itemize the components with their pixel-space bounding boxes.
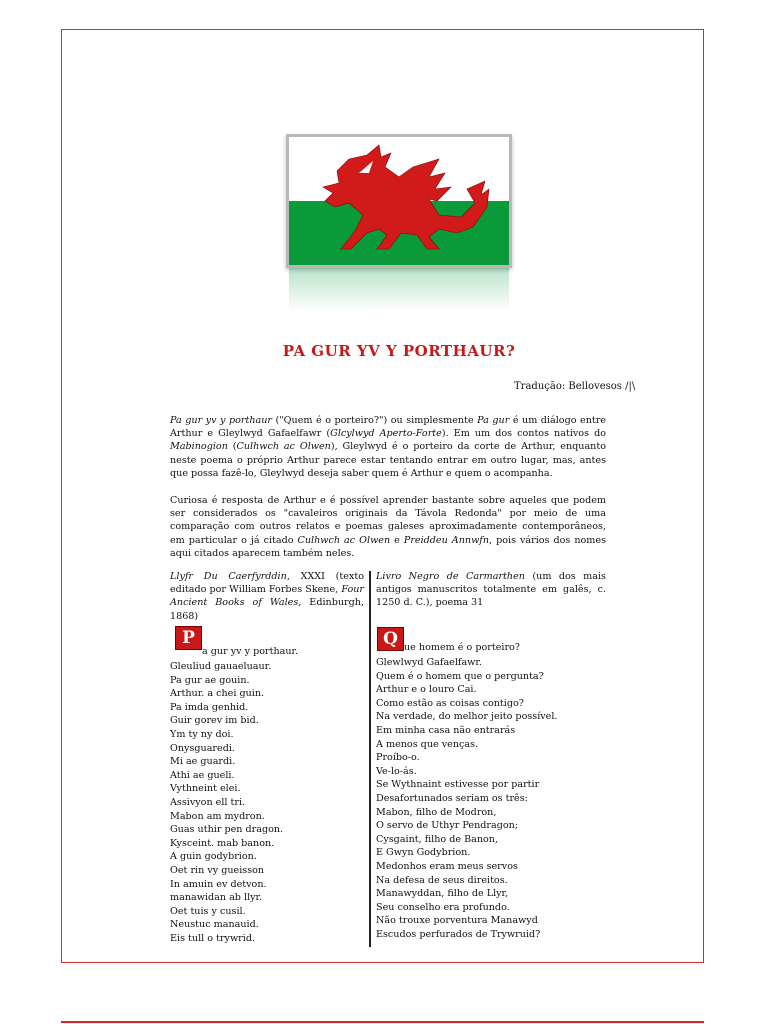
poem-line: Mabon am mydron. (170, 810, 265, 822)
poem-line: Eis tull o trywrid. (170, 932, 256, 944)
poem-line: Oet rin vy gueisson (170, 864, 265, 876)
poem-line: O servo de Uthyr Pendragon; (376, 820, 519, 832)
context-paragraph: Curiosa é resposta de Arthur e é possível aprender bastante sobre aqueles que podem ser considerados os "cavaleiros originais da Távola Redonda" por meio de uma comparação com outros relatos e poemas galeses aproximadamente contemporâneos, em particular o já citado Culhwch ac Olwen e Preiddeu Annwfn, pois vários dos nomes aqui citados aparecem também neles. (170, 495, 607, 559)
poem-line: Guas uthir pen dragon. (170, 824, 284, 836)
portuguese-poem-lines (376, 656, 557, 941)
poem-line: Arthur. a chei guin. (170, 688, 265, 700)
left-dropcap: P (175, 626, 202, 650)
poem-line: Ym ty ny doi. (170, 728, 234, 740)
poem-line: Athi ae gueli. (170, 769, 235, 781)
column-divider (369, 571, 371, 947)
document-title: PA GUR YV Y PORTHAUR? (282, 342, 516, 360)
poem-line: Glewlwyd Gafaelfawr. (376, 657, 482, 668)
poem-line: Manawyddan, filho de Llyr, (376, 888, 509, 900)
right-column-header: Livro Negro de Carmarthen (um dos mais antigos manuscritos totalmente em galês, c. 1250 d. C.), poema 31 (376, 571, 606, 609)
poem-line: Escudos perfurados de Trywruid? (376, 928, 541, 940)
left-first-line: a gur yv y porthaur. (202, 646, 299, 657)
poem-line: Neustuc manauid. (170, 919, 259, 931)
right-first-line: ue homem é o porteiro? (404, 642, 520, 653)
poem-line: Vythneint elei. (170, 783, 241, 795)
next-page-border (61, 1021, 704, 1023)
left-column-header: Llyfr Du Caerfyrddin, XXXI (texto editado por William Forbes Skene, Four Ancient Books of Wales, Edinburgh, 1868) (170, 571, 364, 622)
poem-line: Desafortunados seriam os três: (376, 792, 528, 804)
poem-line: Onysguaredi. (170, 742, 235, 754)
red-dragon-icon (289, 137, 509, 265)
poem-line: Proíbo-o. (376, 752, 420, 764)
poem-line: Quem é o homem que o pergunta? (376, 670, 544, 682)
poem-line: Pa imda genhid. (170, 701, 249, 713)
poem-line: Gleuliud gauaeluaur. (170, 661, 272, 672)
poem-line: Mi ae guardi. (170, 756, 236, 768)
poem-line: A menos que venças. (376, 738, 479, 750)
flag-reflection (289, 268, 509, 312)
poem-line: In amuin ev detvon. (170, 878, 267, 890)
poem-line: Assivyon ell tri. (170, 796, 246, 808)
poem-line: Como estão as coisas contigo? (376, 697, 524, 709)
intro-paragraph: Pa gur yv y porthaur ("Quem é o porteiro?") ou simplesmente Pa gur é um diálogo entre Arthur e Gleylwyd Gafaelfawr (Glcylwyd Aperto-Forte). Em um dos contos nativos do Mabinogion (Culhwch ac Olwen), Gleylwyd é o porteiro da corte de Arthur, enquanto neste poema o próprio Arthur parece estar tentando entrar em outro lugar, mas, antes que possa fazê-lo, Gleylwyd deseja saber quem é Arthur e quem o acompanha. (170, 415, 606, 479)
right-dropcap: Q (377, 627, 404, 651)
poem-line: Cysgaint, filho de Banon, (376, 833, 499, 845)
poem-line: Se Wythnaint estivesse por partir (376, 779, 540, 791)
poem-line: Arthur e o louro Cai. (376, 684, 477, 696)
poem-line: Oet tuis y cusil. (170, 905, 246, 917)
poem-line: E Gwyn Godybrion. (376, 847, 471, 859)
poem-line: Medonhos eram meus servos (376, 860, 518, 872)
poem-line: Em minha casa não entrarás (376, 724, 516, 736)
poem-line: Ve-lo-ás. (376, 765, 417, 777)
poem-line: Kysceint. mab banon. (170, 837, 275, 849)
poem-line: Guir gorev im bid. (170, 715, 259, 727)
welsh-flag-image (286, 134, 512, 268)
poem-line: Seu conselho era profundo. (376, 901, 510, 913)
poem-line: Mabon, filho de Modron, (376, 806, 497, 818)
poem-line: Pa gur ae gouin. (170, 674, 250, 686)
poem-line: Na defesa de seus direitos. (376, 874, 508, 886)
welsh-poem-lines (170, 660, 283, 945)
poem-line: Na verdade, do melhor jeito possível. (376, 711, 558, 723)
translator-credit: Tradução: Bellovesos /|\ (514, 381, 636, 392)
poem-line: Não trouxe porventura Manawyd (376, 915, 538, 927)
poem-line: manawidan ab llyr. (170, 892, 263, 904)
poem-line: A guin godybrion. (170, 851, 257, 863)
